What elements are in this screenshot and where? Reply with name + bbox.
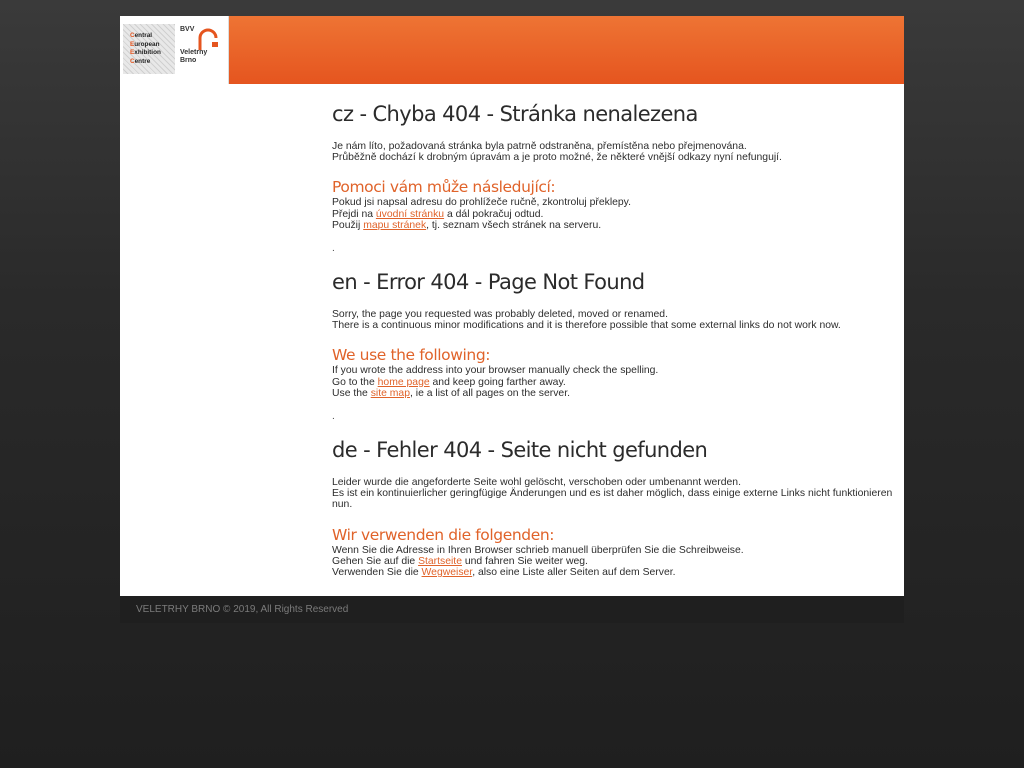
en-home-link[interactable]: home page: [377, 376, 430, 388]
en-line-2-pre: Go to the: [332, 376, 378, 388]
en-line-3-post: , ie a list of all pages on the server.: [409, 387, 570, 399]
cec-logo: [123, 24, 175, 74]
section-en: [332, 268, 904, 422]
en-sitemap-link[interactable]: site map: [370, 387, 410, 399]
cz-line-2-pre: Přejdi na: [332, 208, 376, 220]
de-title: de - Fehler 404 - Seite nicht gefunden: [332, 438, 708, 463]
cec-logo-text: [130, 32, 161, 66]
section-separator: .: [332, 411, 335, 423]
section-separator: .: [332, 243, 335, 255]
cz-help-title: Pomoci vám může následující:: [332, 178, 556, 197]
de-intro-1: Leider wurde die angeforderte Seite wohl gelöscht, verschoben oder umbenannt werden.: [332, 477, 741, 489]
footer: [120, 596, 904, 623]
cec-logo-line: Central: [130, 32, 153, 39]
de-line-2-pre: Gehen Sie auf die: [332, 555, 419, 567]
cz-intro-1: Je nám líto, požadovaná stránka byla patrně odstraněna, přemístěna nebo přejmenována.: [332, 141, 747, 152]
de-sitemap-link[interactable]: Wegweiser: [421, 567, 473, 579]
cec-logo-line: European: [130, 40, 160, 48]
de-line-1: Wenn Sie die Adresse in Ihren Browser schrieb manuell überprüfen Sie die Schreibweise.: [332, 544, 744, 556]
de-line-3-post: , also eine Liste aller Seiten auf dem Server.: [472, 567, 676, 579]
bvv-name-2: Brno: [180, 57, 197, 64]
de-line-2-post: und fahren Sie weiter weg.: [461, 555, 588, 567]
de-line-2: [332, 556, 904, 567]
cz-line-2: [332, 209, 904, 220]
en-line-2-post: and keep going farther away.: [429, 376, 566, 388]
cz-sitemap-link[interactable]: mapu stránek: [363, 219, 427, 231]
main-content: [120, 84, 904, 596]
en-title: en - Error 404 - Page Not Found: [332, 270, 645, 295]
section-cz: [332, 100, 904, 254]
cz-line-3: [332, 220, 904, 231]
section-de: [332, 436, 904, 578]
cz-line-3-pre: Použij: [332, 219, 364, 231]
en-line-3-pre: Use the: [332, 387, 371, 399]
cz-line-3-post: , tj. seznam všech stránek na serveru.: [426, 219, 602, 231]
copyright-text: VELETRHY BRNO © 2019, All Rights Reserved: [136, 604, 349, 616]
header-banner: [120, 16, 904, 84]
en-line-2: [332, 377, 904, 388]
cz-line-1: Pokud jsi napsal adresu do prohlížeče ručně, zkontroluj překlepy.: [332, 197, 631, 209]
bvv-code: BVV: [180, 26, 195, 33]
de-line-3-pre: Verwenden Sie die: [332, 567, 422, 579]
de-line-3: [332, 567, 904, 578]
cz-intro-2: Průběžně dochází k drobným úpravám a je proto možné, že některé vnější odkazy nyní nefungují.: [332, 152, 782, 164]
cec-logo-line: Exhibition: [130, 49, 161, 57]
de-intro-2: Es ist ein kontinuierlicher geringfügige Änderungen und es ist daher möglich, dass einige externe Links nicht funktionieren nun.: [332, 488, 893, 511]
en-help-title: We use the following:: [332, 346, 491, 365]
cz-home-link[interactable]: úvodní stránku: [375, 208, 445, 220]
de-help-title: Wir verwenden die folgenden:: [332, 525, 555, 544]
cz-line-2-post: a dál pokračuj odtud.: [444, 208, 544, 220]
cz-title: cz - Chyba 404 - Stránka nenalezena: [332, 102, 698, 126]
en-intro-2: There is a continuous minor modifications and it is therefore possible that some external links do not work now.: [332, 320, 841, 332]
cec-logo-line: Centre: [130, 57, 151, 65]
page-wrapper: [120, 16, 904, 623]
bvv-arch-icon: [196, 28, 220, 52]
en-line-3: [332, 388, 904, 399]
en-intro-1: Sorry, the page you requested was probably deleted, moved or renamed.: [332, 309, 668, 321]
en-line-1: If you wrote the address into your browser manually check the spelling.: [332, 365, 659, 377]
logo-link[interactable]: [120, 16, 229, 84]
de-home-link[interactable]: Startseite: [418, 555, 462, 567]
bvv-name-1: Veletrhy: [180, 48, 208, 56]
